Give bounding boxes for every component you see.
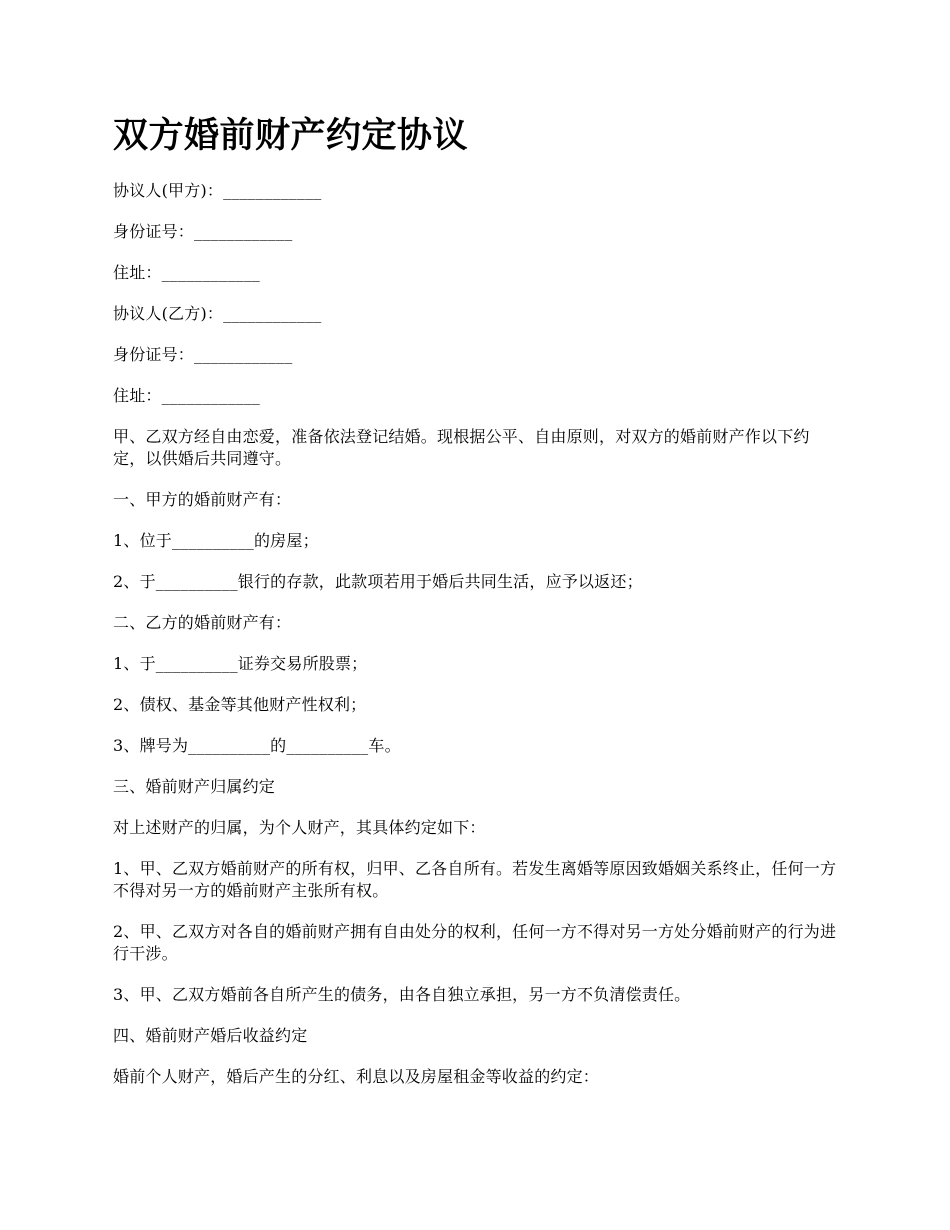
section-4-intro: 婚前个人财产，婚后产生的分红、利息以及房屋租金等收益的约定： [113, 1067, 600, 1086]
preamble-paragraph: 甲、乙双方经自由恋爱，准备依法登记结婚。现根据公平、自由原则，对双方的婚前财产作以下约定，以供婚后共同遵守。 [113, 427, 810, 468]
clause-3-3: 3、甲、乙双方婚前各自所产生的债务，由各自独立承担，另一方不负清偿责任。 [113, 985, 691, 1004]
party-b-id-line: 身份证号：____________ [113, 345, 293, 364]
clause-2-3: 3、牌号为__________的__________车。 [113, 736, 401, 755]
party-a-id-line: 身份证号：____________ [113, 222, 293, 241]
clause-2-1: 1、于__________证券交易所股票； [113, 654, 368, 673]
party-a-address-line: 住址：____________ [113, 263, 261, 282]
party-b-address-line: 住址：____________ [113, 386, 261, 405]
clause-1-2: 2、于__________银行的存款，此款项若用于婚后共同生活，应予以返还； [113, 572, 643, 591]
clause-1-1: 1、位于__________的房屋； [113, 531, 319, 550]
clause-2-2: 2、债权、基金等其他财产性权利； [113, 695, 367, 714]
section-3-intro: 对上述财产的归属，为个人财产，其具体约定如下： [113, 818, 486, 837]
section-heading-4: 四、婚前财产婚后收益约定 [113, 1026, 308, 1045]
clause-3-1: 1、甲、乙双方婚前财产的所有权，归甲、乙各自所有。若发生离婚等原因致婚姻关系终止，任何一方不得对另一方的婚前财产主张所有权。 [113, 859, 837, 900]
party-b-name-line: 协议人(乙方)：____________ [113, 304, 322, 323]
clause-3-2: 2、甲、乙双方对各自的婚前财产拥有自由处分的权利，任何一方不得对另一方处分婚前财产的行为进行干涉。 [113, 922, 837, 963]
section-heading-2: 二、乙方的婚前财产有： [113, 613, 292, 632]
section-heading-3: 三、婚前财产归属约定 [113, 777, 276, 796]
party-a-name-line: 协议人(甲方)：____________ [113, 181, 322, 200]
section-heading-1: 一、甲方的婚前财产有： [113, 490, 292, 509]
document-title: 双方婚前财产约定协议 [113, 116, 469, 156]
